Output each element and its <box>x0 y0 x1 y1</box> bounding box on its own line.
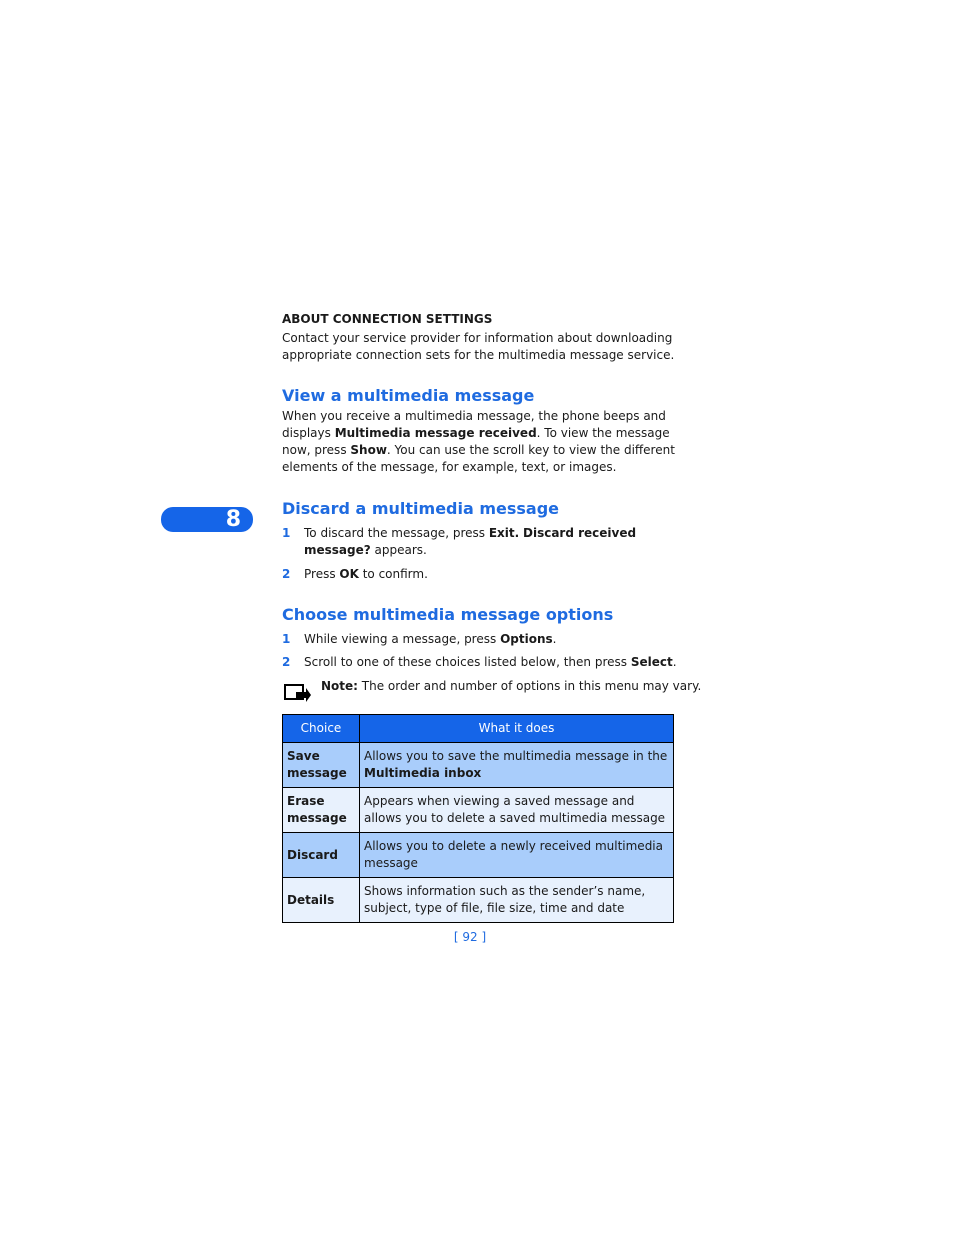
step-bold-part: OK <box>339 567 359 581</box>
step-text-part: . <box>552 632 557 646</box>
table-header-row <box>283 715 674 743</box>
header-what-it-does: What it does <box>360 715 674 743</box>
view-heading: View a multimedia message <box>282 386 535 405</box>
view-text-2: . To view the message now, press <box>282 426 670 457</box>
step-text <box>304 566 684 583</box>
description-cell <box>360 788 674 833</box>
step-number: 2 <box>282 655 291 669</box>
chapter-tab: 8 <box>161 507 253 532</box>
options-table <box>282 714 674 923</box>
table-row <box>283 788 674 833</box>
choice-cell: Details <box>283 878 360 923</box>
step-bold-part: Exit. <box>488 526 520 540</box>
note-icon <box>284 683 312 703</box>
step-text-part: . <box>672 655 677 669</box>
step-text-part: While viewing a message, press <box>304 632 501 646</box>
options-heading: Choose multimedia message options <box>282 605 614 624</box>
choice-cell: Erase message <box>283 788 360 833</box>
note-label: Note: <box>321 679 358 693</box>
table-row <box>283 833 674 878</box>
view-bold-2: Show <box>350 443 387 457</box>
view-text-3: . You can use the scroll key to view the different elements of the message, for example, text, or images. <box>282 443 675 474</box>
table-row <box>283 878 674 923</box>
section-subhead: ABOUT CONNECTION SETTINGS <box>282 312 493 326</box>
step-bold-part: Discard received message? <box>304 526 637 557</box>
step-text <box>304 631 684 648</box>
note-body: The order and number of options in this menu may vary. <box>357 679 702 693</box>
table-row <box>283 743 674 788</box>
step-text <box>304 525 664 559</box>
description-text: Appears when viewing a saved message and allows you to delete a saved multimedia message <box>364 794 666 825</box>
step-bold-part: Options <box>500 632 553 646</box>
step-text-part: appears. <box>370 543 427 557</box>
description-cell <box>360 833 674 878</box>
step-text-part: to confirm. <box>358 567 428 581</box>
connection-paragraph: Contact your service provider for information about downloading appropriate connection sets for the multimedia message service. <box>282 331 675 362</box>
header-choice: Choice <box>283 715 360 743</box>
description-cell <box>360 743 674 788</box>
step-text-part: Scroll to one of these choices listed below, then press <box>304 655 631 669</box>
discard-heading: Discard a multimedia message <box>282 499 560 518</box>
step-number: 2 <box>282 567 291 581</box>
step-text-part: To discard the message, press <box>304 526 489 540</box>
page-number: [ 92 ] <box>453 930 487 944</box>
step-text-part: Press <box>304 567 340 581</box>
note-text <box>321 678 701 695</box>
choice-cell: Discard <box>283 833 360 878</box>
view-paragraph <box>282 408 680 476</box>
view-text-1: When you receive a multimedia message, the phone beeps and displays <box>282 409 666 440</box>
description-bold: Multimedia inbox <box>364 766 482 780</box>
step-number: 1 <box>282 632 291 646</box>
step-bold-part: Select <box>630 655 673 669</box>
description-text: Shows information such as the sender’s name, subject, type of file, file size, time and date <box>364 884 646 915</box>
description-text: Allows you to delete a newly received multimedia message <box>364 839 663 870</box>
description-cell <box>360 878 674 923</box>
step-number: 1 <box>282 526 291 540</box>
step-text <box>304 654 684 671</box>
choice-cell: Save message <box>283 743 360 788</box>
view-bold-1: Multimedia message received <box>334 426 537 440</box>
description-text: Allows you to save the multimedia message in the <box>364 749 668 763</box>
